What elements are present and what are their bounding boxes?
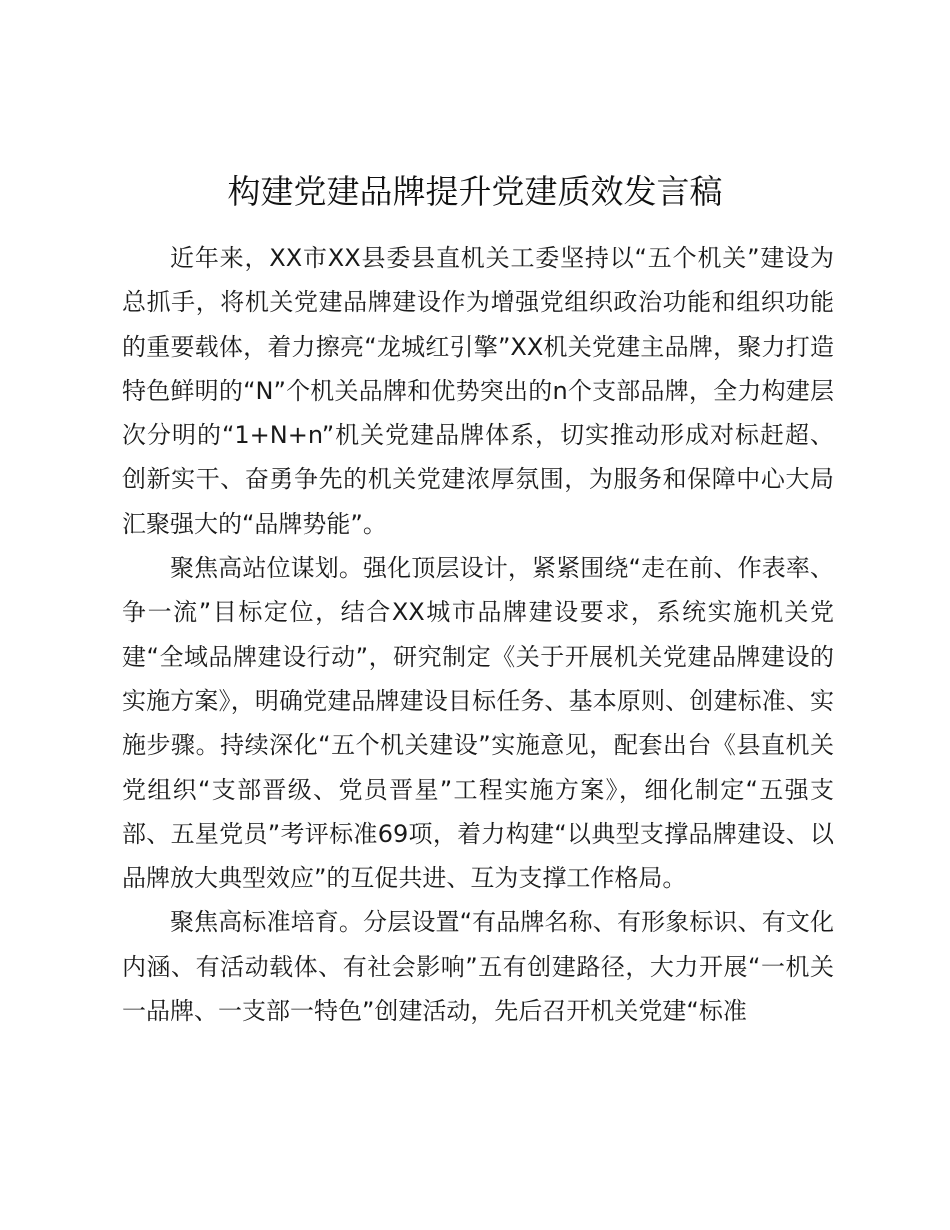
paragraph-intro: 近年来，XX市XX县委县直机关工委坚持以“五个机关”建设为总抓手，将机关党建品牌建设作为增强党组织政治功能和组织功能的重要载体，着力擦亮“龙城红引擎”XX机关党建主品牌，聚力打造特色鲜明的“N”个机关品牌和优势突出的n个支部品牌，全力构建层次分明的“1+N+n”机关党建品牌体系，切实推动形成对标赶超、创新实干、奋勇争先的机关党建浓厚氛围，为服务和保障中心大局汇聚强大的“品牌势能”。 [122,244,834,538]
paragraph-high-position-planning: 聚焦高站位谋划。强化顶层设计，紧紧围绕“走在前、作表率、争一流”目标定位，结合XX城市品牌建设要求，系统实施机关党建“全域品牌建设行动”，研究制定《关于开展机关党建品牌建设的实施方案》，明确党建品牌建设目标任务、基本原则、创建标准、实施步骤。持续深化“五个机关建设”实施意见，配套出台《县直机关党组织“支部晋级、党员晋星”工程实施方案》，细化制定“五强支部、五星党员”考评标准69项，着力构建“以典型支撑品牌建设、以品牌放大典型效应”的互促共进、互为支撑工作格局。 [122,554,834,893]
document-title: 构建党建品牌提升党建质效发言稿 [227,172,723,211]
document-body [122,236,834,1033]
paragraph-high-standard-cultivation: 聚焦高标准培育。分层设置“有品牌名称、有形象标识、有文化内涵、有活动载体、有社会影响”五有创建路径，大力开展“一机关一品牌、一支部一特色”创建活动，先后召开机关党建“标准 [122,908,834,1026]
